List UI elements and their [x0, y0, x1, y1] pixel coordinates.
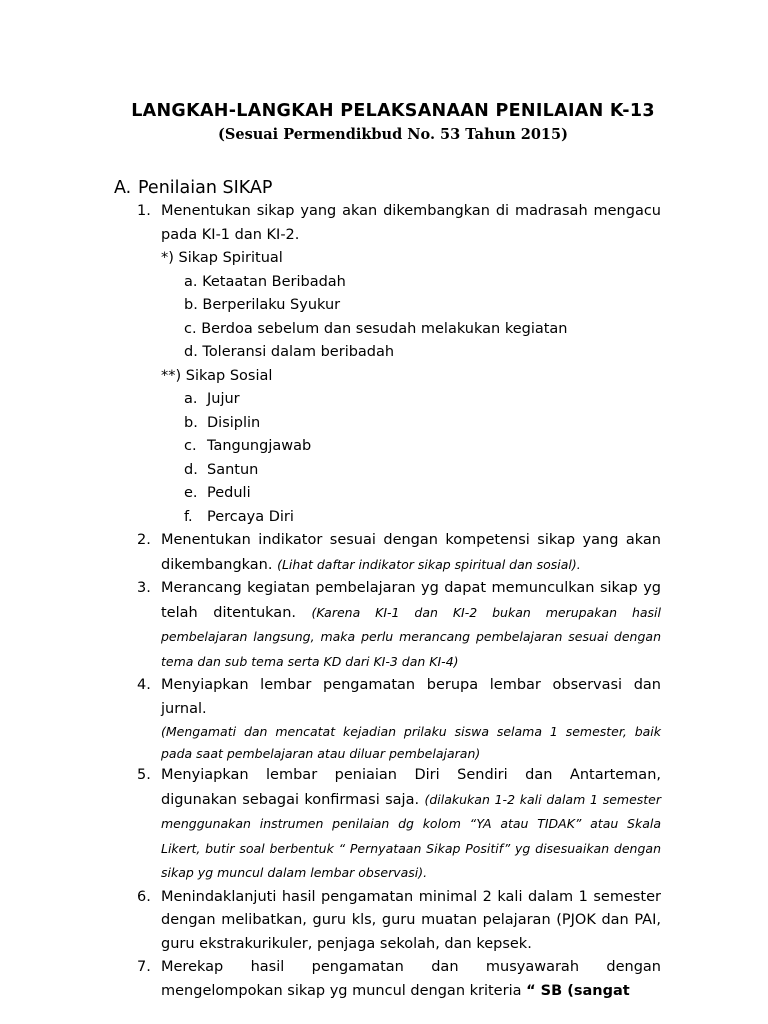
item-text: Merekap hasil pengamatan dan musyawarah dengan mengelompokan sikap yg muncul dengan kriteria [161, 959, 661, 999]
item-number: 2. [137, 532, 151, 548]
section-heading [114, 178, 272, 198]
item-paragraph [161, 956, 661, 1003]
list-item [137, 956, 661, 1003]
item-number: 4. [137, 677, 151, 693]
item-text: Menyiapkan lembar peniaian Diri Sendiri dan Antarteman, digunakan sebagai konfirmasi saja. [161, 767, 661, 808]
sosial-list [161, 388, 661, 529]
sosial-label: c. [184, 438, 197, 454]
sosial-label: d. [184, 461, 198, 478]
item-number: 5. [137, 767, 151, 783]
sosial-item [184, 506, 661, 530]
list-item [137, 200, 661, 529]
item-text: Menindaklanjuti hasil pengamatan minimal 2 kali dalam 1 semester dengan melibatkan, guru kls, guru muatan pelajaran (PJOK dan PAI, guru ekstrakurikuler, penjaga sekolah, dan kepsek. [161, 888, 661, 952]
document-title: LANGKAH-LANGKAH PELAKSANAAN PENILAIAN K-13 [131, 101, 655, 121]
sosial-text: Jujur [207, 391, 240, 407]
sosial-label: a. [184, 391, 198, 407]
list-item [137, 886, 661, 957]
item-paragraph [161, 577, 661, 674]
list-item [137, 674, 661, 764]
item-note: (Mengamati dan mencatat kejadian prilaku siswa selama 1 semester, baik pada saat pembelajaran atau diluar pembelajaran) [161, 724, 661, 761]
item-paragraph [161, 529, 661, 577]
item-number: 6. [137, 888, 151, 905]
sosial-text: Disiplin [207, 414, 261, 431]
item-note: (Karena KI-1 dan KI-2 bukan merupakan hasil pembelajaran langsung, maka perlu merancang pembelajaran sesuai dengan tema dan sub tema serta KD dari KI-3 dan KI-4) [161, 604, 661, 669]
spiritual-item: a. Ketaatan Beribadah [184, 273, 346, 290]
list-item [137, 764, 661, 886]
sosial-label: f. [184, 508, 193, 525]
list-content [137, 200, 661, 1003]
section-letter: A. [114, 178, 132, 198]
item-number: 7. [137, 959, 151, 975]
item-text: Merancang kegiatan pembelajaran yg dapat memunculkan sikap yg telah ditentukan. [161, 580, 661, 621]
section-title: Penilaian SIKAP [138, 178, 273, 198]
sosial-item [184, 435, 661, 459]
sosial-label: b. [184, 414, 198, 431]
item-text: Menentukan sikap yang akan dikembangkan di madrasah mengacu pada KI-1 dan KI-2. [161, 203, 661, 243]
spiritual-item: b. Berperilaku Syukur [184, 297, 341, 313]
spiritual-list [161, 271, 661, 365]
item-note: (dilakukan 1-2 kali dalam 1 semester menggunakan instrumen penilaian dg kolom “YA atau TIDAK” atau Skala Likert, butir soal berbentuk “ Pernyataan Sikap Positif” yg disesuaikan dengan sikap yg muncul dalam lembar observasi). [161, 791, 662, 880]
spiritual-item: d. Toleransi dalam beribadah [184, 344, 395, 360]
sosial-text: Santun [207, 461, 259, 478]
item-bold-text: “ SB (sangat [526, 982, 630, 999]
sosial-text: Peduli [207, 485, 251, 501]
sosial-item [184, 482, 661, 506]
item-note: (Lihat daftar indikator sikap spiritual dan sosial). [277, 556, 581, 572]
spiritual-item: c. Berdoa sebelum dan sesudah melakukan kegiatan [184, 320, 568, 337]
list-item [137, 529, 661, 577]
spiritual-heading: *) Sikap Spiritual [161, 250, 283, 266]
sosial-text: Percaya Diri [207, 508, 294, 525]
item-text: Menyiapkan lembar pengamatan berupa lembar observasi dan jurnal. [161, 677, 661, 717]
list-item [137, 577, 661, 674]
sosial-item [184, 388, 661, 412]
sosial-item [184, 459, 661, 483]
sosial-text: Tangungjawab [207, 438, 312, 454]
document-subtitle: (Sesuai Permendikbud No. 53 Tahun 2015) [218, 126, 568, 143]
sosial-item [184, 412, 661, 436]
item-text: Menentukan indikator sesuai dengan kompetensi sikap yang akan dikembangkan. [161, 532, 661, 573]
sosial-heading: **) Sikap Sosial [161, 367, 273, 384]
item-paragraph [161, 764, 661, 886]
item-number: 1. [137, 203, 151, 219]
item-number: 3. [137, 580, 151, 596]
sosial-label: e. [184, 485, 198, 501]
